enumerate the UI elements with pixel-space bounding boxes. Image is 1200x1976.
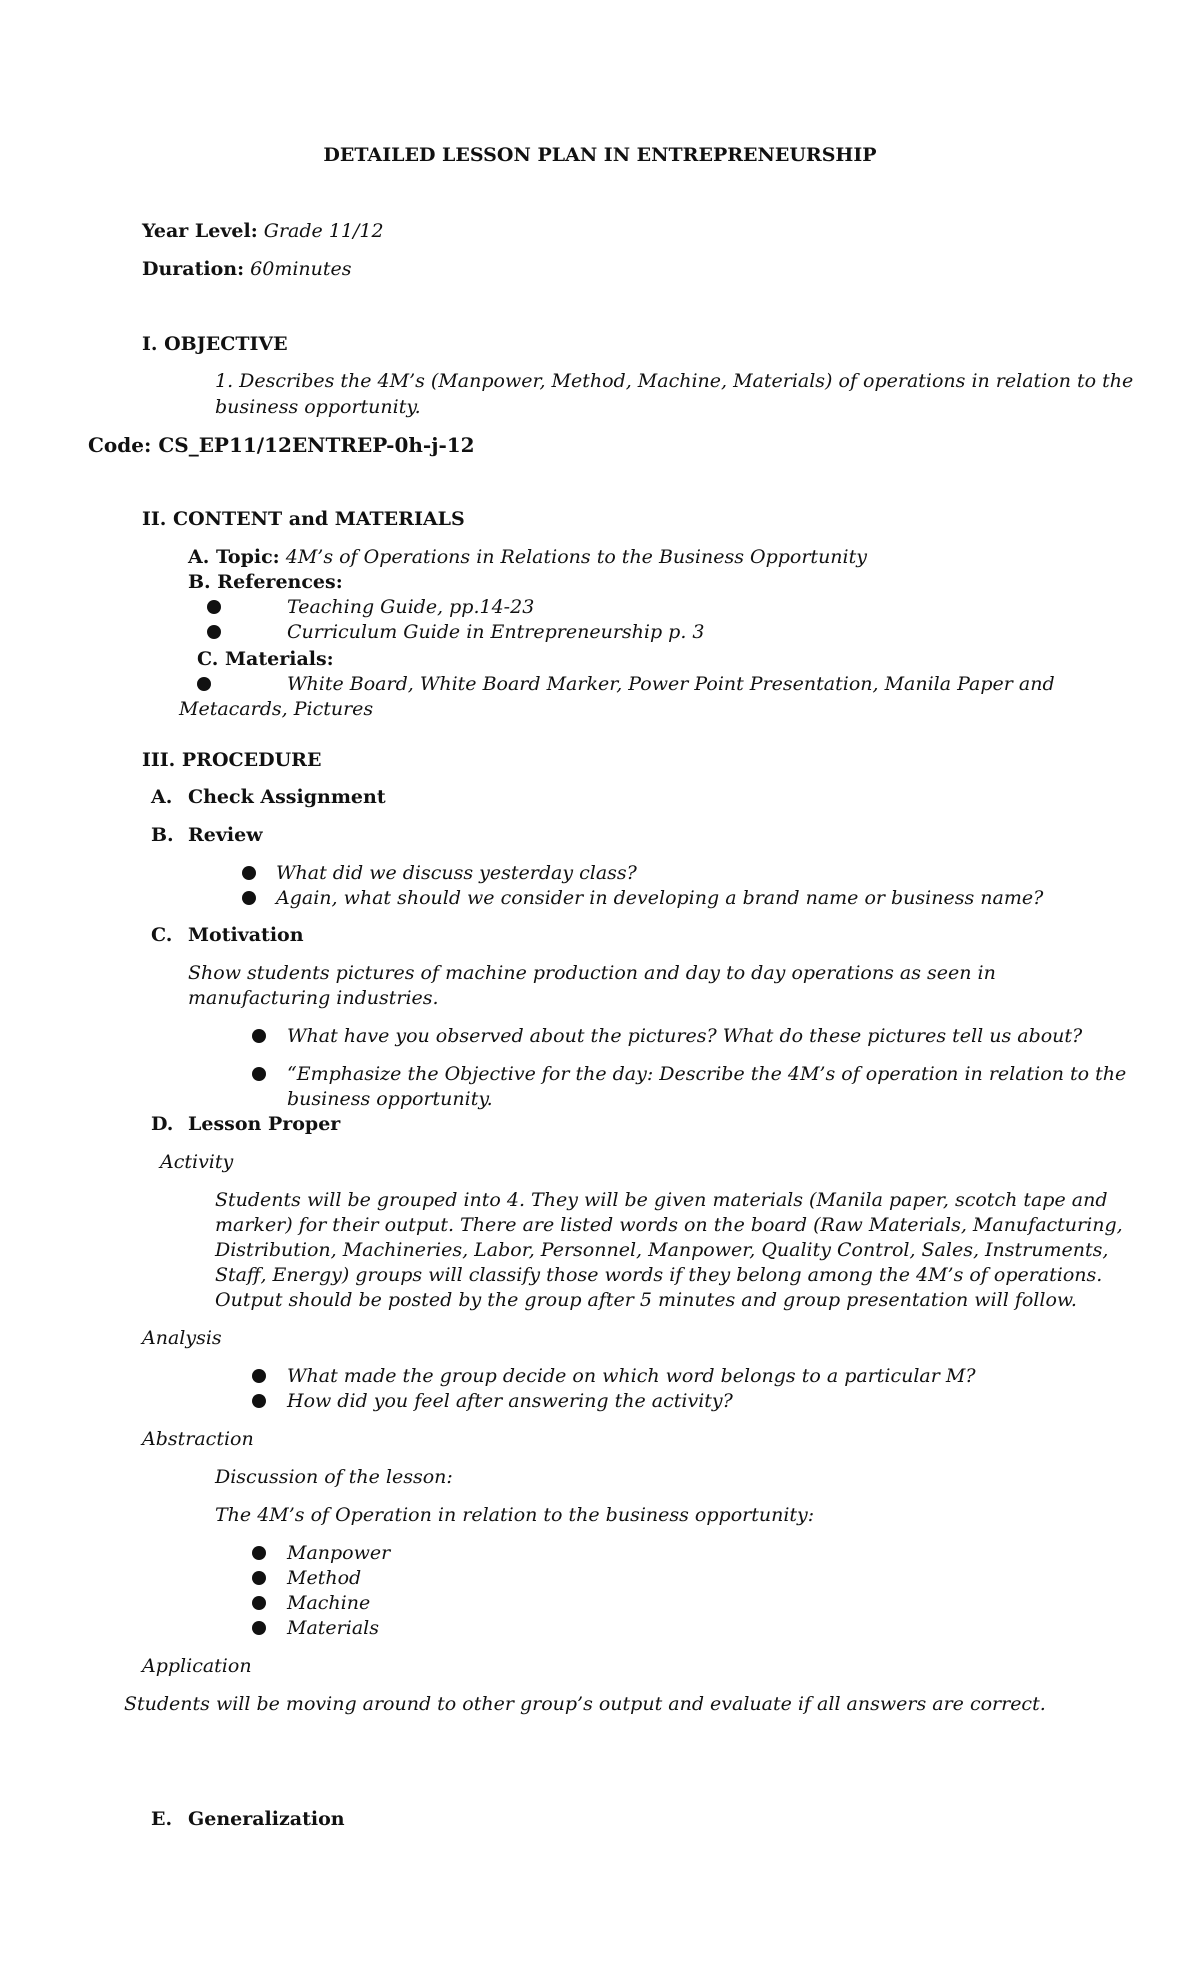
bullet-icon: [252, 1029, 266, 1043]
document-title: DETAILED LESSON PLAN IN ENTREPRENEURSHIP: [323, 144, 877, 166]
materials-line2: Metacards, Pictures: [179, 698, 374, 720]
materials-line1: White Board, White Board Marker, Power Point Presentation, Manila Paper and: [287, 673, 1055, 695]
year-level: [142, 218, 384, 244]
bullet-icon: [252, 1621, 266, 1635]
section-b-title: Review: [188, 824, 263, 846]
motivation-text-line1: Show students pictures of machine production and day to day operations as seen in: [188, 962, 996, 984]
bullet-icon: [242, 891, 256, 905]
abstraction-label: Abstraction: [142, 1428, 254, 1450]
review-item: What did we discuss yesterday class?: [276, 862, 637, 884]
activity-label: Activity: [160, 1151, 234, 1173]
analysis-label: Analysis: [142, 1327, 222, 1349]
section-e-title: Generalization: [188, 1808, 345, 1830]
bullet-icon: [197, 677, 211, 691]
activity-line: Staff, Energy) groups will classify those words if they belong among the 4M’s of operations.: [215, 1264, 1103, 1286]
section-d-title: Lesson Proper: [188, 1113, 341, 1135]
application-label: Application: [142, 1655, 252, 1677]
analysis-item: What made the group decide on which word belongs to a particular M?: [287, 1365, 976, 1387]
competency-code: [88, 432, 475, 458]
section-d-letter: D.: [151, 1113, 174, 1135]
objective-heading: I. OBJECTIVE: [142, 333, 288, 355]
code-label: Code:: [88, 433, 152, 457]
activity-line: Output should be posted by the group after 5 minutes and group presentation will follow.: [215, 1289, 1077, 1311]
four-ms-item: Materials: [287, 1617, 379, 1639]
topic-label: A. Topic:: [188, 546, 280, 568]
section-a-letter: A.: [151, 786, 173, 808]
section-b-letter: B.: [151, 824, 174, 846]
activity-line: marker) for their output. There are listed words on the board (Raw Materials, Manufacturing,: [215, 1214, 1123, 1236]
objective-item-line1: 1. Describes the 4M’s (Manpower, Method, Machine, Materials) of operations in relation to the: [215, 370, 1134, 392]
motivation-text-line2: manufacturing industries.: [188, 987, 439, 1009]
motivation-item1: What have you observed about the pictures? What do these pictures tell us about?: [287, 1025, 1083, 1047]
motivation-item2-line2: business opportunity.: [287, 1088, 493, 1110]
section-a-title: Check Assignment: [188, 786, 386, 808]
four-ms-item: Machine: [287, 1592, 371, 1614]
year-level-label: Year Level:: [142, 220, 258, 242]
analysis-item: How did you feel after answering the activity?: [287, 1390, 733, 1412]
abstraction-line1: Discussion of the lesson:: [215, 1466, 453, 1488]
code-value: CS_EP11/12ENTREP-0h-j-12: [158, 433, 475, 457]
section-e-letter: E.: [151, 1808, 173, 1830]
bullet-icon: [252, 1571, 266, 1585]
section-c-letter: C.: [151, 924, 173, 946]
bullet-icon: [252, 1546, 266, 1560]
bullet-icon: [252, 1394, 266, 1408]
content-heading: II. CONTENT and MATERIALS: [142, 508, 465, 530]
bullet-icon: [252, 1067, 266, 1081]
materials-label: C. Materials:: [197, 648, 334, 670]
section-c-title: Motivation: [188, 924, 304, 946]
activity-line: Distribution, Machineries, Labor, Personnel, Manpower, Quality Control, Sales, Instruments,: [215, 1239, 1109, 1261]
four-ms-item: Method: [287, 1567, 362, 1589]
references-label: B. References:: [188, 571, 343, 593]
bullet-icon: [242, 866, 256, 880]
topic-value: 4M’s of Operations in Relations to the Business Opportunity: [285, 546, 867, 568]
reference-item: Teaching Guide, pp.14-23: [287, 596, 535, 618]
abstraction-line2: The 4M’s of Operation in relation to the business opportunity:: [215, 1504, 815, 1526]
four-ms-item: Manpower: [287, 1542, 391, 1564]
duration-value: 60minutes: [250, 258, 352, 280]
year-level-value: Grade 11/12: [263, 220, 384, 242]
duration: [142, 256, 352, 282]
bullet-icon: [252, 1596, 266, 1610]
review-item: Again, what should we consider in developing a brand name or business name?: [276, 887, 1044, 909]
application-text: Students will be moving around to other group’s output and evaluate if all answers are correct.: [124, 1693, 1046, 1715]
bullet-icon: [252, 1369, 266, 1383]
procedure-heading: III. PROCEDURE: [142, 749, 322, 771]
bullet-icon: [207, 625, 221, 639]
activity-line: Students will be grouped into 4. They will be given materials (Manila paper, scotch tape and: [215, 1189, 1108, 1211]
objective-item-line2: business opportunity.: [215, 396, 421, 418]
bullet-icon: [207, 600, 221, 614]
reference-item: Curriculum Guide in Entrepreneurship p. 3: [287, 621, 705, 643]
motivation-item2-line1: “Emphasize the Objective for the day: Describe the 4M’s of operation in relation to the: [287, 1063, 1127, 1085]
topic: [188, 544, 867, 570]
duration-label: Duration:: [142, 258, 245, 280]
